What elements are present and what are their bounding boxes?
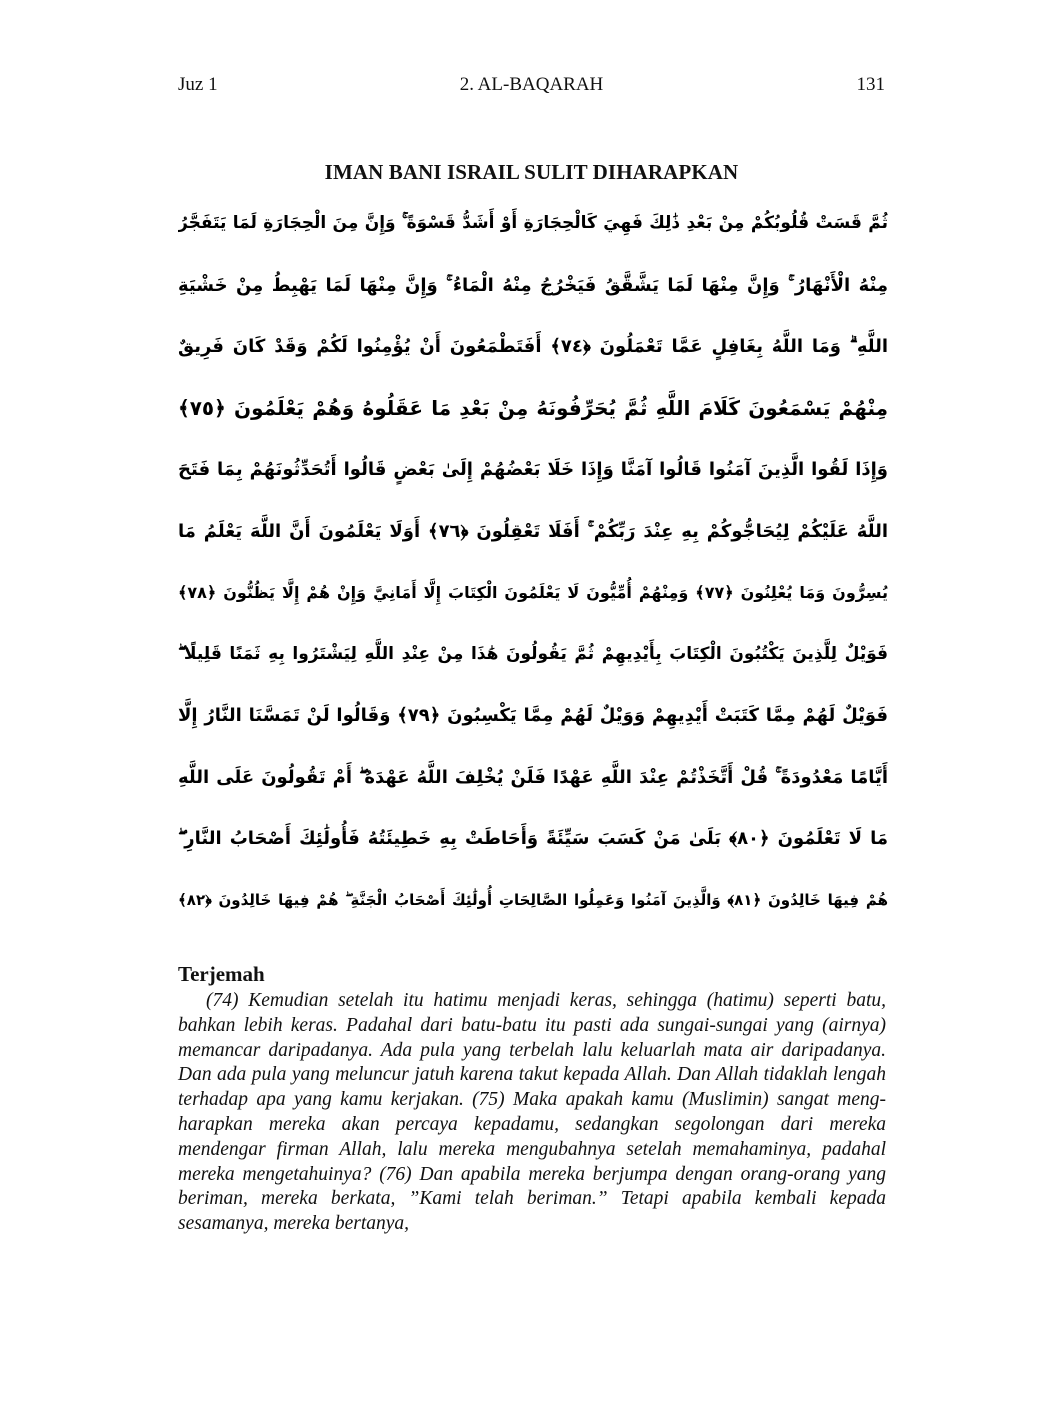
page-number: 131 <box>856 74 885 95</box>
arabic-line: أَيَّامًا مَعْدُودَةً ۚ قُلْ أَتَّخَذْتُمْ عِنْدَ اللَّهِ عَهْدًا فَلَنْ يُخْلِفَ اللَّهُ عَهْدَهُ ۖ أَمْ تَقُولُونَ عَلَى اللَّهِ <box>178 766 888 788</box>
surah-name: 2. AL-BAQARAH <box>459 74 604 95</box>
arabic-line: اللَّهِ ۗ وَمَا اللَّهُ بِغَافِلٍ عَمَّا تَعْمَلُونَ ﴿٧٤﴾ أَفَتَطْمَعُونَ أَنْ يُؤْمِنُوا لَكُمْ وَقَدْ كَانَ فَرِيقٌ <box>178 336 888 357</box>
page-title: IMAN BANI ISRAIL SULIT DIHARAPKAN <box>324 160 739 184</box>
arabic-line: فَوَيْلٌ لَهُمْ مِمَّا كَتَبَتْ أَيْدِيهِمْ وَوَيْلٌ لَهُمْ مِمَّا يَكْسِبُونَ ﴿٧٩﴾ وَقَالُوا لَنْ تَمَسَّنَا النَّارُ إِلَّا <box>178 705 888 726</box>
arabic-line: فَوَيْلٌ لِلَّذِينَ يَكْتُبُونَ الْكِتَابَ بِأَيْدِيهِمْ ثُمَّ يَقُولُونَ هَٰذَا مِنْ عِنْدِ اللَّهِ لِيَشْتَرُوا بِهِ ثَمَنًا قَلِيلًا ۖ <box>178 643 888 664</box>
arabic-line: ثُمَّ قَسَتْ قُلُوبُكُمْ مِنْ بَعْدِ ذَٰلِكَ فَهِيَ كَالْحِجَارَةِ أَوْ أَشَدُّ قَسْوَةً ۚ وَإِنَّ مِنَ الْحِجَارَةِ لَمَا يَتَفَجَّرُ <box>178 213 888 233</box>
translation-heading: Terjemah <box>178 962 265 986</box>
arabic-line: هُمْ فِيهَا خَالِدُونَ ﴿٨١﴾ وَالَّذِينَ آمَنُوا وَعَمِلُوا الصَّالِحَاتِ أُولَٰئِكَ أَصْحَابُ الْجَنَّةِ ۖ هُمْ فِيهَا خَالِدُونَ ﴿٨٢﴾ <box>178 890 888 909</box>
arabic-line: وَإِذَا لَقُوا الَّذِينَ آمَنُوا قَالُوا آمَنَّا وَإِذَا خَلَا بَعْضُهُمْ إِلَىٰ بَعْضٍ قَالُوا أَتُحَدِّثُونَهُمْ بِمَا فَتَحَ <box>178 459 888 480</box>
arabic-line: اللَّهُ عَلَيْكُمْ لِيُحَاجُّوكُمْ بِهِ عِنْدَ رَبِّكُمْ ۚ أَفَلَا تَعْقِلُونَ ﴿٧٦﴾ أَوَلَا يَعْلَمُونَ أَنَّ اللَّهَ يَعْلَمُ مَا <box>178 520 888 542</box>
arabic-text-block <box>178 193 888 931</box>
arabic-line: مَا لَا تَعْلَمُونَ ﴿٨٠﴾ بَلَىٰ مَنْ كَسَبَ سَيِّئَةً وَأَحَاطَتْ بِهِ خَطِيئَتُهُ فَأُولَٰئِكَ أَصْحَابُ النَّارِ ۖ <box>178 828 888 849</box>
juz-label: Juz 1 <box>178 74 218 95</box>
arabic-line: مِنْهُ الْأَنْهَارُ ۚ وَإِنَّ مِنْهَا لَمَا يَشَّقَّقُ فَيَخْرُجُ مِنْهُ الْمَاءُ ۚ وَإِنَّ مِنْهَا لَمَا يَهْبِطُ مِنْ خَشْيَةِ <box>178 274 888 296</box>
arabic-line: يُسِرُّونَ وَمَا يُعْلِنُونَ ﴿٧٧﴾ وَمِنْهُمْ أُمِّيُّونَ لَا يَعْلَمُونَ الْكِتَابَ إِلَّا أَمَانِيَّ وَإِنْ هُمْ إِلَّا يَظُنُّونَ ﴿٧٨﴾ <box>178 583 888 602</box>
arabic-line: مِنْهُمْ يَسْمَعُونَ كَلَامَ اللَّهِ ثُمَّ يُحَرِّفُونَهُ مِنْ بَعْدِ مَا عَقَلُوهُ وَهُمْ يَعْلَمُونَ ﴿٧٥﴾ <box>178 395 888 420</box>
translation-paragraph: (74) Kemudian setelah itu hatimu menjadi keras, sehingga (hatimu) seperti batu, bahkan lebih keras. Padahal dari batu-batu itu pasti ada sungai-sungai yang (airnya) memancar daripadanya. Ada pula yang terbelah lalu keluarlah mata air daripadanya. Dan ada pula yang meluncur jatuh karena takut kepada Allah. Dan Allah tidaklah lengah terhadap apa yang kamu kerjakan. (75) Maka apakah kamu (Muslimin) sangat meng-harapkan mereka akan percaya kepadamu, sedangkan segolongan dari mereka mendengar firman Allah, lalu mereka mengubahnya setelah memahaminya, padahal mereka mengetahuinya? (76) Dan apabila mereka berjumpa dengan orang-orang yang beriman, mereka berkata, ”Kami telah beriman.” Tetapi apabila kembali kepada sesamanya, mereka bertanya, <box>178 990 886 1235</box>
